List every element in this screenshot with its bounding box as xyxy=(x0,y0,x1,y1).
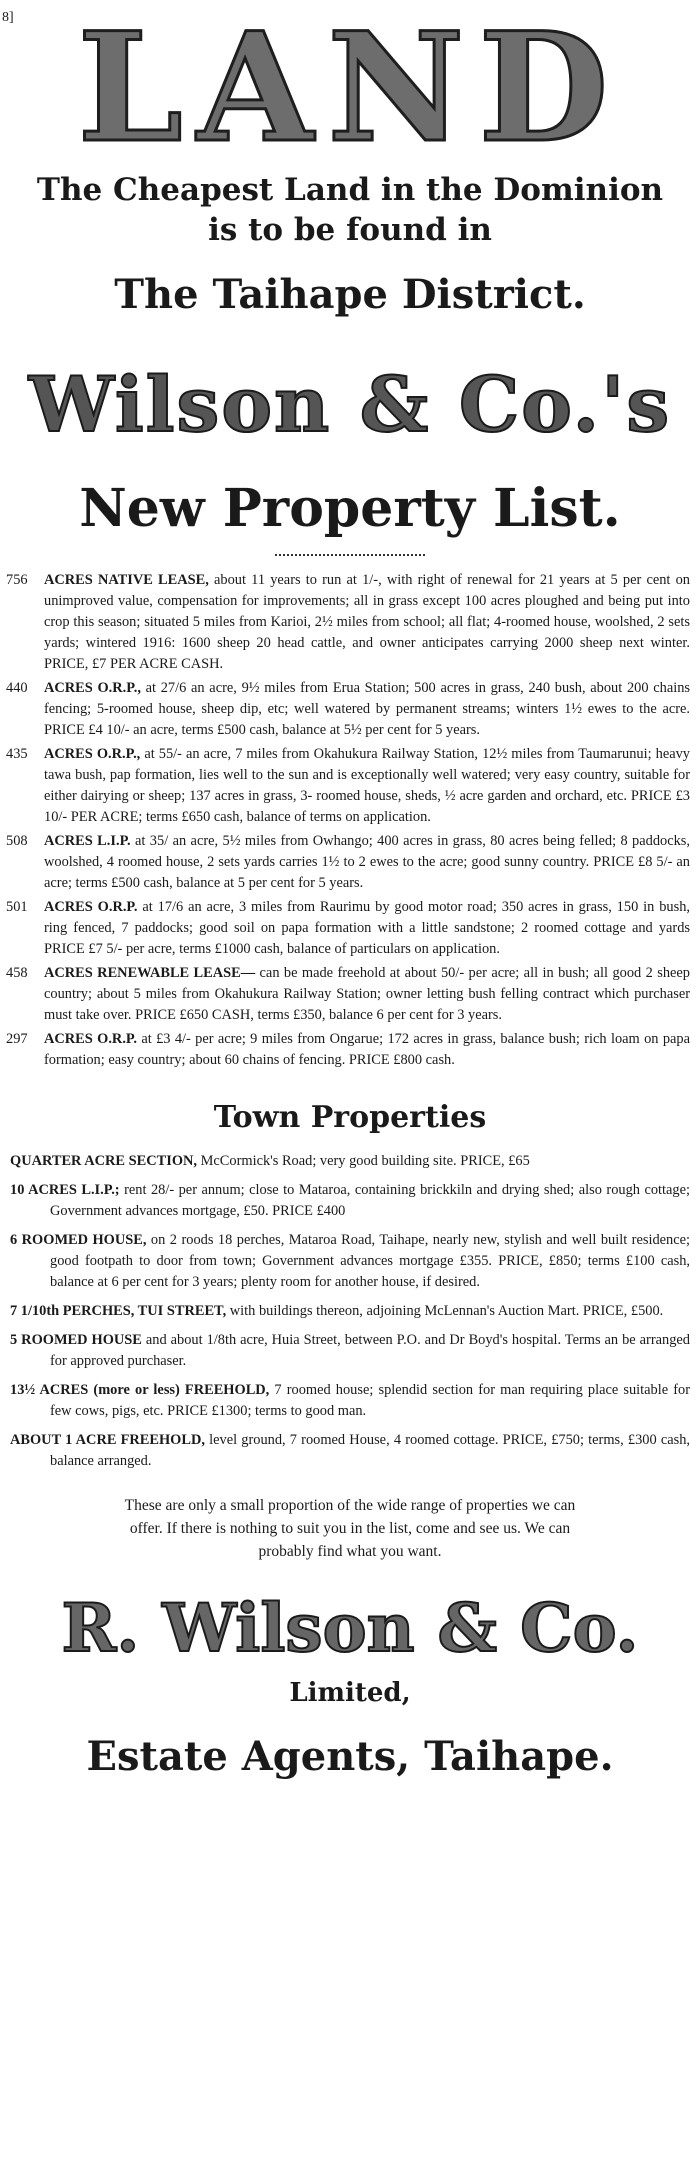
listing-item xyxy=(6,678,690,741)
listing-heading: ACRES O.R.P., xyxy=(44,746,141,762)
town-listing-item xyxy=(10,1180,690,1222)
listing-item xyxy=(6,570,690,675)
agent-location: Estate Agents, Taihape. xyxy=(86,1733,614,1780)
agent-limited: Limited, xyxy=(289,1678,411,1708)
listing-text: at 55/- an acre, 7 miles from Okahukura Railway Station, 12½ miles from Taumarunui; heavy tawa bush, pap formation, lies well to the sun and is exceptionally well watered; very easy country, suitable for either dairying or sheep; 137 acres in grass, 3- roomed house, sheds, ½ acre garden and orchard, etc. PRICE £3 10/- PER ACRE; terms £650 cash, balance of terms on application. xyxy=(44,746,690,825)
closing-line-3: probably find what you want. xyxy=(258,1543,442,1560)
town-listing-text: with buildings thereon, adjoining McLennan's Auction Mart. PRICE, £500. xyxy=(226,1303,664,1319)
listing-acreage: 756 xyxy=(6,572,28,588)
dotted-divider xyxy=(275,554,425,556)
town-listing-item xyxy=(10,1430,690,1472)
listing-acreage: 435 xyxy=(6,746,28,762)
town-listing-text: rent 28/- per annum; close to Mataroa, containing brickkiln and drying shed; also rough cottage; Government advances mortgage, £50. PRICE £400 xyxy=(50,1182,691,1219)
town-listing-text: on 2 roods 18 perches, Mataroa Road, Taihape, nearly new, stylish and well built residence; good footpath to door from town; Government advances mortgage £355. PRICE, £850; terms £100 cash, balance at 6 per cent for 3 years; plenty room for another house, if desired. xyxy=(50,1232,690,1290)
tagline-line-1: The Cheapest Land in the Dominion xyxy=(36,172,664,208)
town-properties-title: Town Properties xyxy=(213,1100,487,1135)
listing-acreage: 458 xyxy=(6,965,28,981)
listing-text: at 35/ an acre, 5½ miles from Owhango; 400 acres in grass, 80 acres being felled; 8 paddocks, woolshed, 4 roomed house, 2 sets yards carries 1½ to 2 ewes to the acre; good sunny country. PRICE £8 5/- an acre; terms £500 cash, balance at 5 per cent for 5 years. xyxy=(44,833,690,891)
town-listing-heading: ABOUT 1 ACRE FREEHOLD, xyxy=(10,1432,205,1448)
town-listing-heading: 7 1/10th PERCHES, TUI STREET, xyxy=(10,1303,227,1319)
listing-acreage: 501 xyxy=(6,899,28,915)
town-listing-text: and about 1/8th acre, Huia Street, between P.O. and Dr Boyd's hospital. Terms an be arranged for approved purchaser. xyxy=(50,1332,690,1369)
property-list-title: New Property List. xyxy=(79,478,621,539)
listing-item xyxy=(6,1029,690,1071)
headline: LAND xyxy=(77,0,623,176)
town-listing-heading: 13½ ACRES (more or less) FREEHOLD, xyxy=(10,1382,270,1398)
firm-name: Wilson & Co.'s xyxy=(28,360,672,449)
closing-note xyxy=(10,1494,690,1563)
listing-heading: ACRES O.R.P., xyxy=(44,680,141,696)
closing-line-1: These are only a small proportion of the wide range of properties we can xyxy=(124,1497,576,1514)
town-listing-text: McCormick's Road; very good building site. PRICE, £65 xyxy=(197,1153,530,1169)
listing-heading: ACRES O.R.P. xyxy=(44,899,138,915)
town-listing-text: level ground, 7 roomed House, 4 roomed cottage. PRICE, £750; terms, £300 cash, balance arranged. xyxy=(50,1432,690,1469)
town-listing-item xyxy=(10,1151,690,1172)
rural-listings xyxy=(6,570,690,1071)
listing-item xyxy=(6,897,690,960)
town-listing-item xyxy=(10,1330,690,1372)
closing-line-2: offer. If there is nothing to suit you in the list, come and see us. We can xyxy=(129,1520,571,1537)
listing-acreage: 297 xyxy=(6,1031,28,1047)
town-listing-heading: 10 ACRES L.I.P.; xyxy=(10,1182,120,1198)
town-listings xyxy=(10,1151,690,1472)
town-listing-heading: 6 ROOMED HOUSE, xyxy=(10,1232,147,1248)
listing-text: at £3 4/- per acre; 9 miles from Ongarue; 172 acres in grass, balance bush; rich loam on papa formation; easy country; about 60 chains of fencing. PRICE £800 cash. xyxy=(44,1031,690,1068)
town-listing-item xyxy=(10,1230,690,1293)
listing-acreage: 508 xyxy=(6,833,28,849)
listing-heading: ACRES L.I.P. xyxy=(44,833,131,849)
listing-heading: ACRES O.R.P. xyxy=(44,1031,137,1047)
town-listing-text: 7 roomed house; splendid section for man requiring place suitable for few cows, pigs, etc. PRICE £1300; terms to good man. xyxy=(50,1382,691,1419)
listing-text: at 17/6 an acre, 3 miles from Raurimu by good motor road; 350 acres in grass, 150 in bush, ring fenced, 7 paddocks; good soil on papa formation with a little sandstone; 2 roomed cottage and yards PRICE £7 5/- per acre, terms £1000 cash, balance of particulars on application. xyxy=(44,899,690,957)
town-listing-item xyxy=(10,1380,690,1422)
agent-name: R. Wilson & Co. xyxy=(61,1589,639,1667)
town-listing-item xyxy=(10,1301,690,1322)
listing-heading: ACRES RENEWABLE LEASE— xyxy=(44,965,256,981)
listing-acreage: 440 xyxy=(6,680,28,696)
listing-item xyxy=(6,963,690,1026)
tagline-line-2: is to be found in xyxy=(208,212,492,248)
district-title: The Taihape District. xyxy=(114,271,586,318)
listing-text: can be made freehold at about 50/- per acre; all in bush; all good 2 sheep country; about 5 miles from Okahukura Railway Station; owner letting bush felling contract which purchaser must take over. PRICE £650 CASH, terms £350, balance 6 per cent for 3 years. xyxy=(44,965,690,1023)
town-listing-heading: QUARTER ACRE SECTION, xyxy=(10,1153,198,1169)
listing-item xyxy=(6,831,690,894)
town-listing-heading: 5 ROOMED HOUSE xyxy=(10,1332,142,1348)
listing-heading: ACRES NATIVE LEASE, xyxy=(44,572,209,588)
listing-text: about 11 years to run at 1/-, with right of renewal for 21 years at 5 per cent on unimproved value, compensation for improvements; all in grass except 100 acres ploughed and being put into crop this season; situated 5 miles from Karioi, 2½ miles from school; all flat; 4-roomed house, woolshed, 2 sets yards; wintered 1916: 1600 sheep 20 head cattle, and owner anticipates carrying 2000 sheep next winter. PRICE, £7 PER ACRE CASH. xyxy=(44,572,690,672)
listing-item xyxy=(6,744,690,828)
corner-mark: 8] xyxy=(2,10,14,25)
listing-text: at 27/6 an acre, 9½ miles from Erua Station; 500 acres in grass, 240 bush, about 200 chains fencing; 5-roomed house, sheep dip, etc; well watered by permanent streams; winters 1½ ewes to the acre. PRICE £4 10/- an acre, terms £500 cash, balance at 5½ per cent for 5 years. xyxy=(44,680,690,738)
